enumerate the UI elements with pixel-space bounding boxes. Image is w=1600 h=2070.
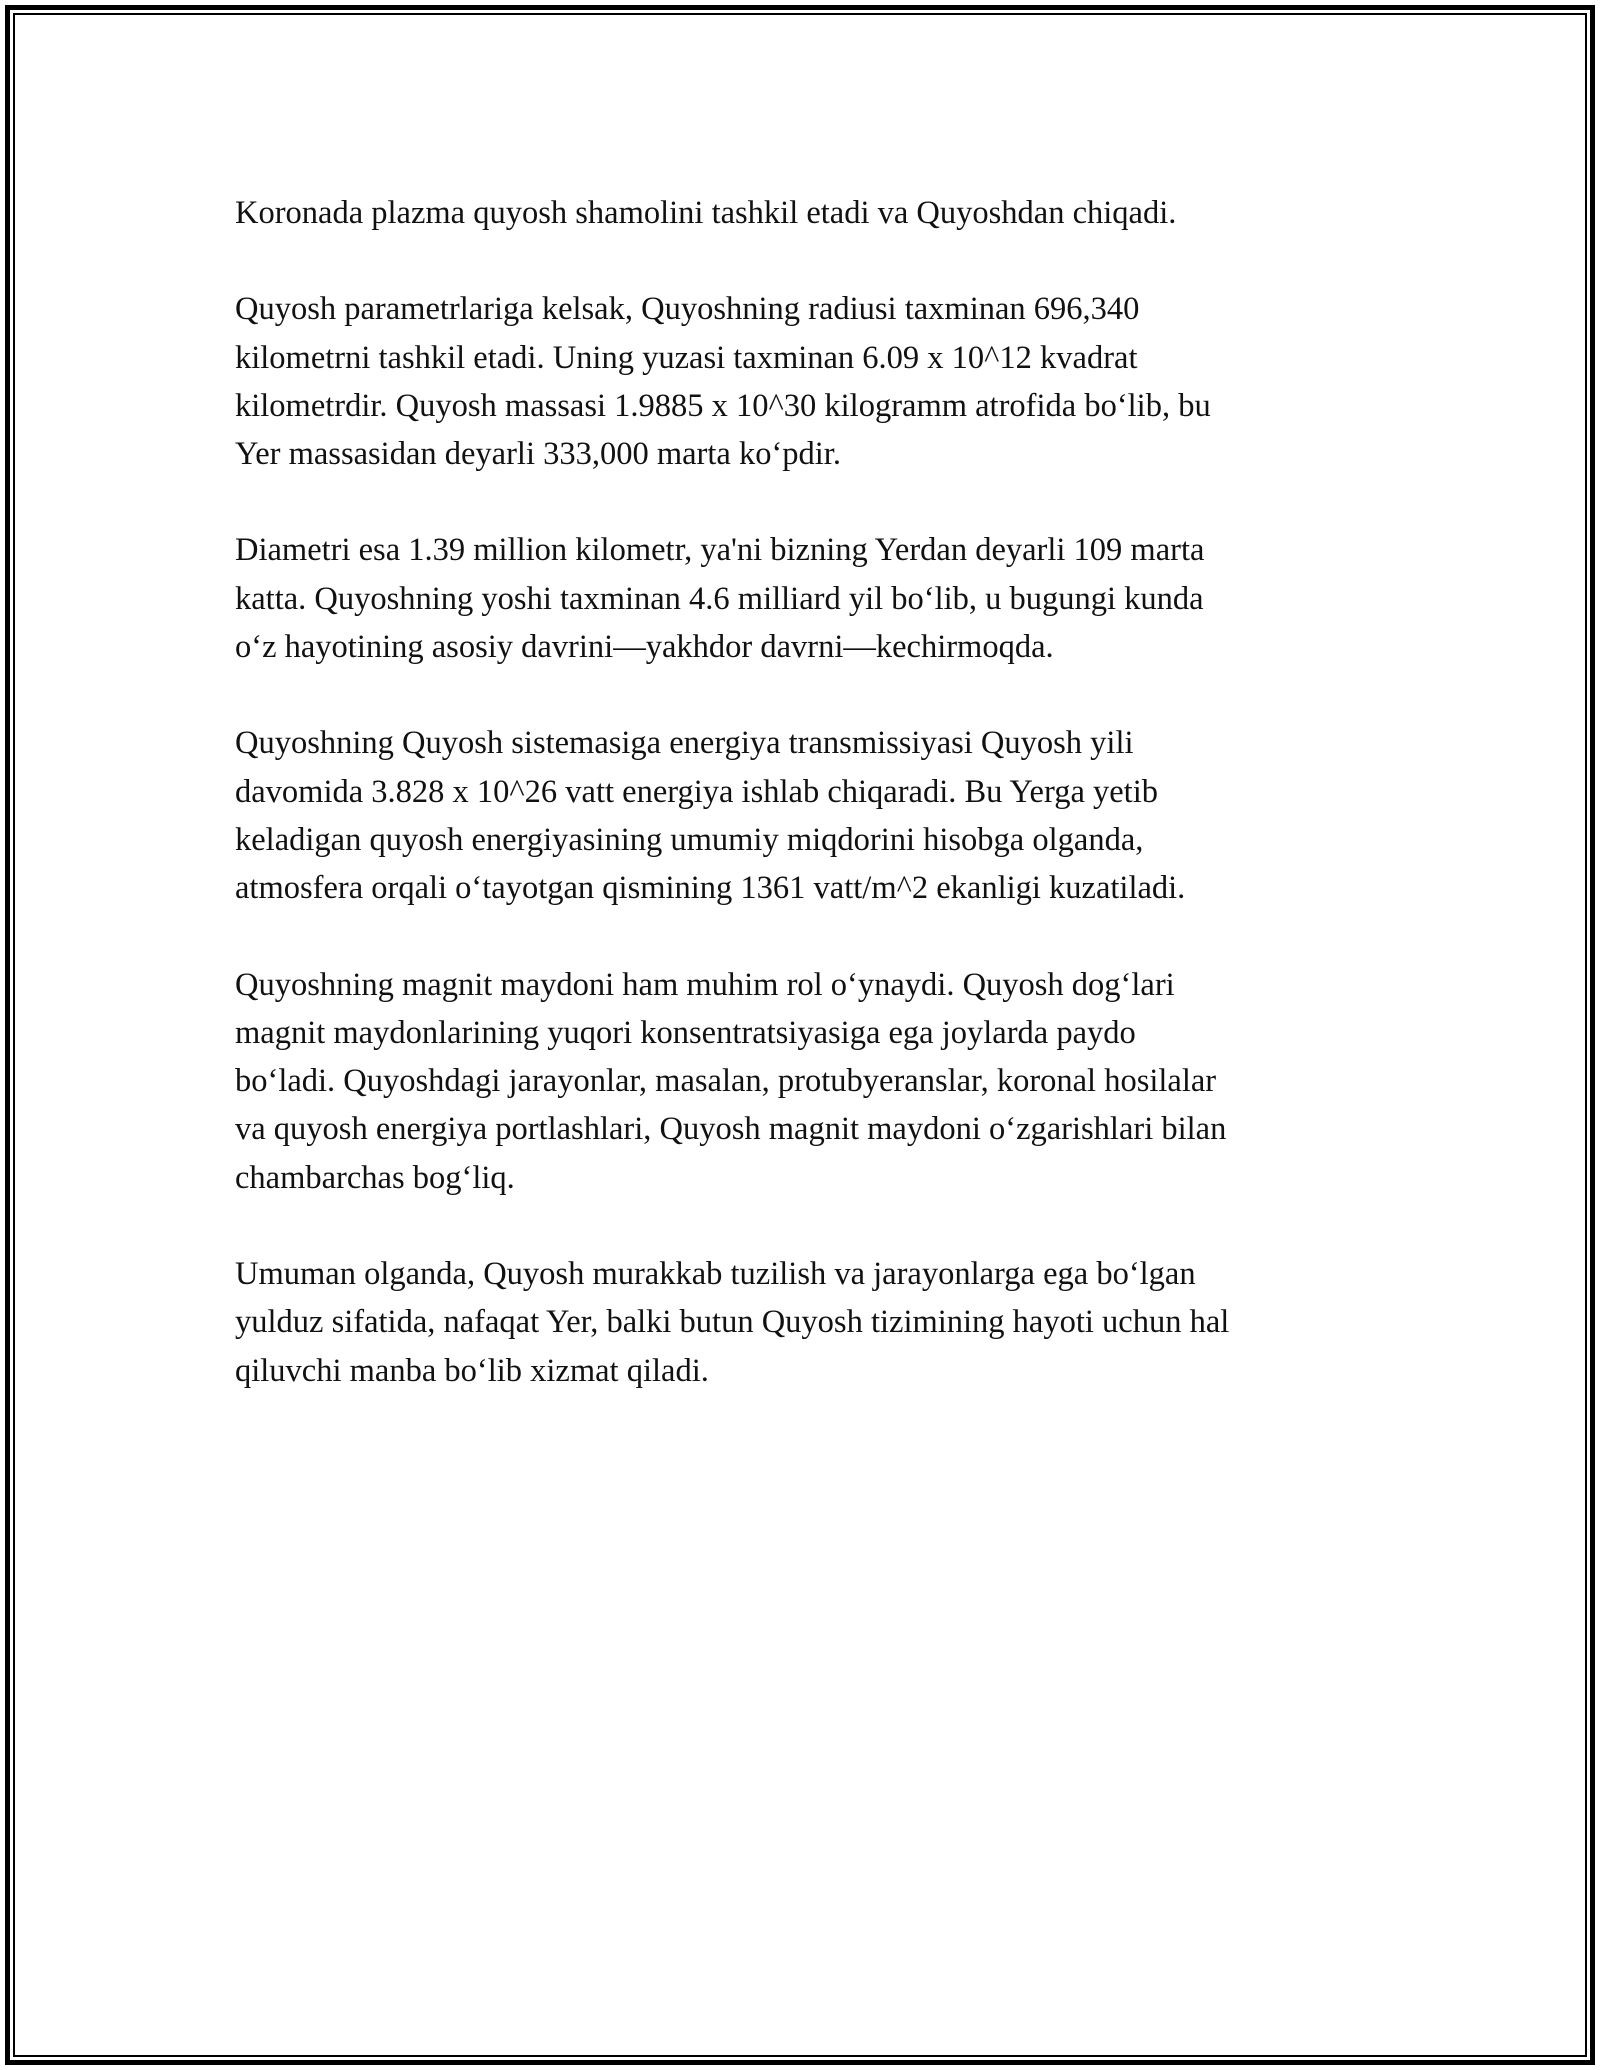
text-line: katta. Quyoshning yoshi taxminan 4.6 milliard yil bo‘lib, u bugungi kunda [235,580,1204,617]
text-line: keladigan quyosh energiyasining umumiy miqdorini hisobga olganda, [235,821,1144,858]
paragraph-diameter-age [235,526,1390,671]
text-line: kilometrni tashkil etadi. Uning yuzasi taxminan 6.09 x 10^12 kvadrat [235,339,1138,376]
text-line: davomida 3.828 x 10^26 vatt energiya ishlab chiqaradi. Bu Yerga yetib [235,773,1158,810]
text-line: o‘z hayotining asosiy davrini—yakhdor davrni—kechirmoqda. [235,629,1054,666]
text-line: Yer massasidan deyarli 333,000 marta ko‘pdir. [235,436,841,473]
paragraph-corona [235,189,1390,237]
text-line: va quyosh energiya portlashlari, Quyosh magnit maydoni o‘zgarishlari bilan [235,1111,1227,1148]
text-line: Quyoshning Quyosh sistemasiga energiya transmissiyasi Quyosh yili [235,725,1134,762]
text-line: Quyoshning magnit maydoni ham muhim rol o‘ynaydi. Quyosh dog‘lari [235,966,1175,1003]
text-line: qiluvchi manba bo‘lib xizmat qiladi. [235,1352,709,1389]
paragraph-conclusion [235,1250,1390,1395]
text-line: Quyosh parametrlariga kelsak, Quyoshning radiusi taxminan 696,340 [235,291,1140,328]
document-body [235,189,1390,1443]
paragraph-sun-parameters [235,285,1390,478]
text-line: Koronada plazma quyosh shamolini tashkil etadi va Quyoshdan chiqadi. [235,195,1177,231]
text-line: bo‘ladi. Quyoshdagi jarayonlar, masalan, protubyeranslar, koronal hosilalar [235,1063,1217,1100]
paragraph-magnetic-field [235,961,1390,1202]
text-line: chambarchas bog‘liq. [235,1159,515,1196]
text-line: Umuman olganda, Quyosh murakkab tuzilish va jarayonlarga ega bo‘lgan [235,1256,1196,1293]
text-line: magnit maydonlarining yuqori konsentratsiyasiga ega joylarda paydo [235,1014,1136,1051]
text-line: kilometrdir. Quyosh massasi 1.9885 x 10^30 kilogramm atrofida bo‘lib, bu [235,387,1211,424]
text-line: yulduz sifatida, nafaqat Yer, balki butun Quyosh tizimining hayoti uchun hal [235,1304,1230,1341]
text-line: atmosfera orqali o‘tayotgan qismining 1361 vatt/m^2 ekanligi kuzatiladi. [235,870,1186,907]
paragraph-energy [235,719,1390,912]
text-line: Diametri esa 1.39 million kilometr, ya'ni bizning Yerdan deyarli 109 marta [235,532,1205,569]
